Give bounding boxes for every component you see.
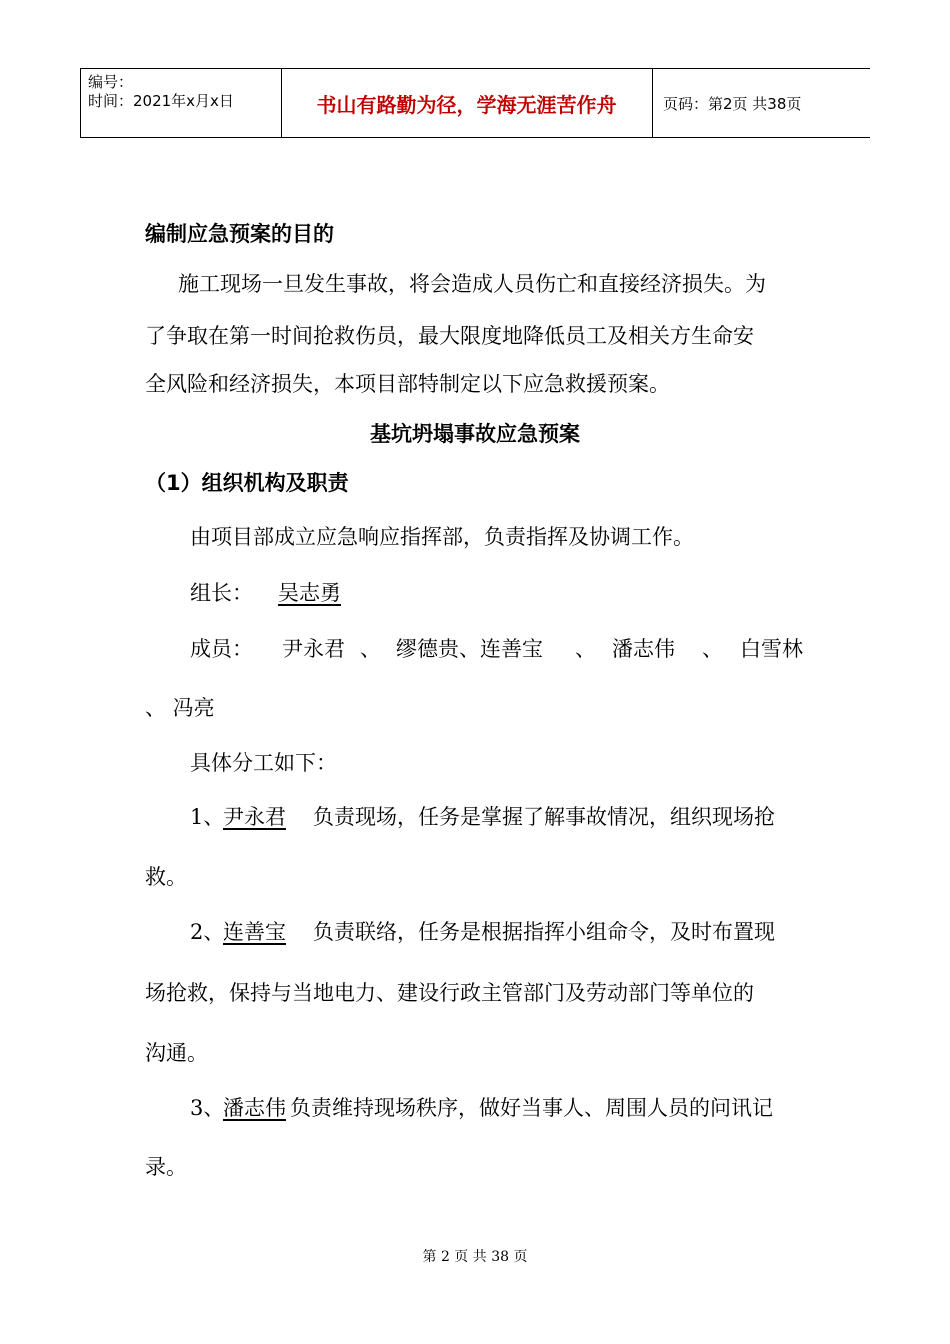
member-4: 白雪林 [740, 637, 803, 661]
item-2-name: 连善宝 [223, 920, 286, 944]
leader-label: 组长： [190, 581, 253, 605]
header-time: 时间：2021年x月x日 [88, 92, 234, 110]
member-3: 潘志伟 [612, 637, 675, 661]
header-meta [88, 73, 234, 111]
item-2-continued-2: 沟通。 [145, 1041, 208, 1065]
item-3-continued: 录。 [145, 1155, 187, 1179]
item-1-continued: 救。 [145, 865, 187, 889]
header-number-label: 编号： [88, 73, 134, 91]
intro-line-3: 全风险和经济损失，本项目部特制定以下应急救援预案。 [145, 372, 670, 396]
members-separator-3: 、 [702, 637, 723, 661]
item-3-text: 负责维持现场秩序，做好当事人、周围人员的问讯记 [290, 1096, 773, 1120]
members-label: 成员： [190, 637, 253, 661]
leader-name: 吴志勇 [278, 581, 341, 605]
section-title: 编制应急预案的目的 [145, 222, 334, 246]
intro-line-2: 了争取在第一时间抢救伤员，最大限度地降低员工及相关方生命安 [145, 324, 754, 348]
page-footer: 第 2 页 共 38 页 [422, 1249, 528, 1265]
header-border-left [80, 69, 81, 137]
member-1: 尹永君 [282, 637, 345, 661]
item-2-continued-1: 场抢救，保持与当地电力、建设行政主管部门及劳动部门等单位的 [145, 981, 754, 1005]
members-separator-2: 、 [575, 637, 596, 661]
member-2: 缪德贵、连善宝 [396, 637, 543, 661]
item-1-name: 尹永君 [223, 805, 286, 829]
item-1-text: 负责现场，任务是掌握了解事故情况，组织现场抢 [313, 805, 775, 829]
members-continued: 、 冯亮 [145, 696, 215, 720]
item-2-text: 负责联络，任务是根据指挥小组命令，及时布置现 [313, 920, 775, 944]
org-intro: 由项目部成立应急响应指挥部，负责指挥及协调工作。 [190, 525, 694, 549]
plan-title: 基坑坍塌事故应急预案 [370, 422, 580, 446]
header-motto: 书山有路勤为径，学海无涯苦作舟 [316, 92, 617, 117]
item-3-name: 潘志伟 [223, 1096, 286, 1120]
division-intro: 具体分工如下： [190, 751, 337, 775]
header-table [80, 68, 870, 138]
subsection-title: （1）组织机构及职责 [145, 471, 349, 495]
item-1-number: 1、 [190, 805, 225, 829]
item-2-number: 2、 [190, 920, 225, 944]
item-3-number: 3、 [190, 1096, 225, 1120]
header-divider-2 [652, 69, 653, 137]
intro-line-1: 施工现场一旦发生事故，将会造成人员伤亡和直接经济损失。为 [178, 272, 766, 296]
members-separator-1: 、 [360, 637, 381, 661]
header-page-info: 页码：第2页 共38页 [663, 94, 802, 113]
